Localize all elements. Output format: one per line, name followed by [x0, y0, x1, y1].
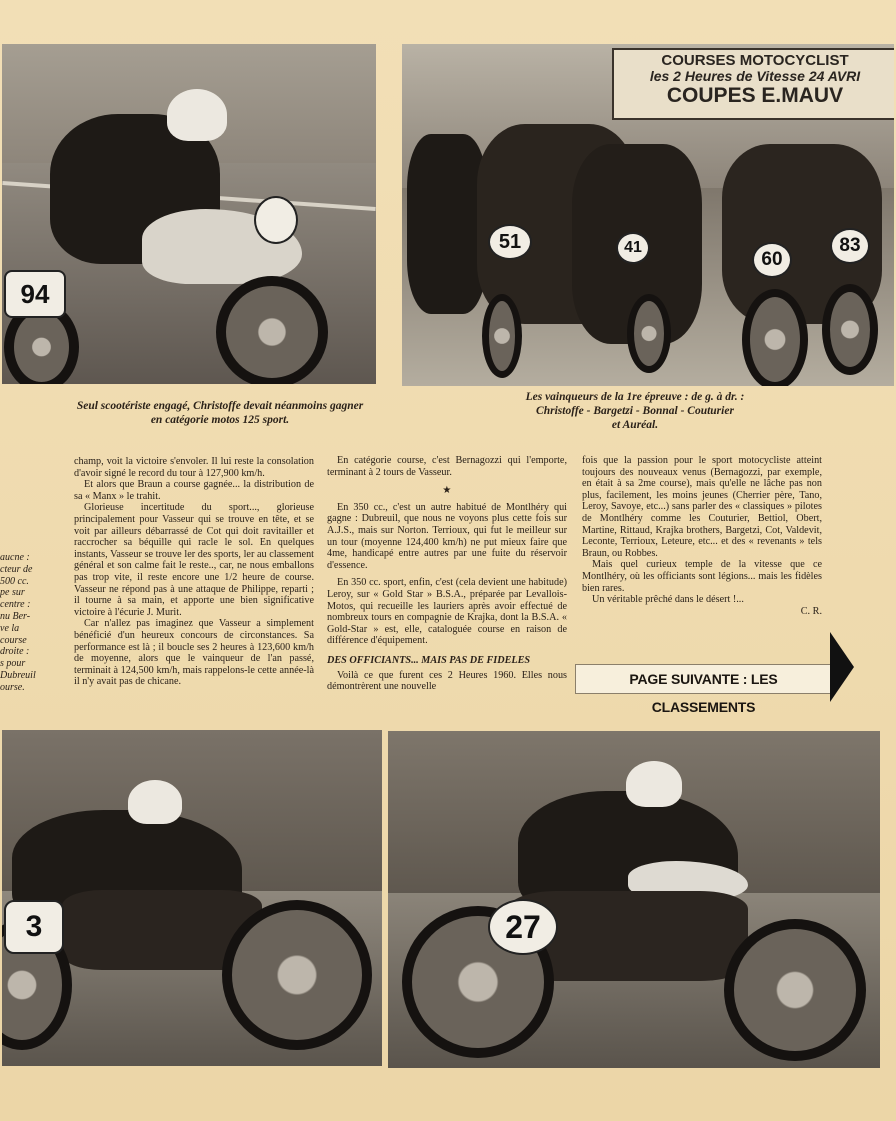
race-number-plate: 3 — [4, 900, 64, 954]
edge-line: aucne : — [0, 552, 30, 563]
edge-line: cteur de — [0, 563, 33, 575]
rider-helmet — [626, 761, 682, 807]
sign-line-3: COUPES E.MAUV — [666, 84, 844, 108]
col2-paragraph-2: En 350 cc., c'est un autre habitué de Montlhéry qui gagne : Dubreuil, que nous ne voyons plus cette fois sur A.J.S., mais sur Norton. Terrioux, qui fut le meilleur sur un tour (moyenne 124,400 km/h) ne put mieux faire que 4me, handicapé entre autres par une fuite du réservoir d'essence. — [327, 501, 567, 571]
race-number-plate: 94 — [4, 270, 66, 318]
photo-scooter-rider — [2, 44, 376, 384]
caption-right-line-1: Les vainqueurs de la 1re épreuve : de g. à dr. : — [525, 391, 745, 403]
caption-right-line-3: et Auréal. — [611, 419, 659, 431]
rider-helmet — [128, 780, 182, 824]
edge-line: centre : — [0, 599, 31, 611]
photo-rider-27 — [388, 731, 880, 1068]
race-number-41: 41 — [616, 232, 650, 264]
article-column-3 — [582, 455, 822, 617]
col3-paragraph-3: Un véritable prêché dans le désert !... — [592, 594, 744, 606]
sign-line-1: COURSES MOTOCYCLIST — [661, 52, 849, 69]
col1-paragraph-3: Glorieuse incertitude du sport..., glorieuse principalement pour Vasseur qui se trouve en tête, et se voit par ailleurs débarrassé de Cot qui doit ravitailler et raccrocher sa béquille qui racle le sol. En quelques instants, Vasseur se trouve ler des sports, ler au classement général et son calme fait le reste.., car, ne nous emballons pas trop vite, il reste encore une 1/2 heure de course. Vasseur ne répond pas à une attaque de Philippe, reparti ; il tourne à sa main, et apporte une bien significative victoire à l'écurie J. Murit. — [74, 502, 314, 618]
truncated-edge-text — [0, 552, 70, 694]
edge-line: ourse. — [0, 681, 25, 693]
photo-rider-3 — [2, 730, 382, 1066]
article-column-2 — [327, 455, 567, 693]
col2-paragraph-3: En 350 cc. sport, enfin, c'est (cela devient une habitude) Leroy, sur « Gold Star » B.S.A., préparée par Levallois-Motos, qui recueille les lauriers après avoir effectué de nombreux tours en compagnie de Krajka, dont la B.S.A. « Gold-Star » est, elle, cataloguée course en raison de différence d'équipement. — [327, 577, 567, 647]
race-number-83: 83 — [830, 228, 870, 264]
caption-left-photo: Seul scootériste engagé, Christoffe devait néanmoins gagner en catégorie motos 125 sport. — [76, 400, 364, 426]
col2-paragraph-4: Voilà ce que furent ces 2 Heures 1960. Elles nous démontrèrent une nouvelle — [327, 669, 567, 693]
next-page-banner[interactable]: PAGE SUIVANTE : LES CLASSEMENTS — [575, 664, 832, 694]
col3-paragraph-2: Mais quel curieux temple de la vitesse que ce Montlhéry, où les officiants sont légions... mais les fidèles bien rares. — [582, 559, 822, 594]
rider-helmet — [167, 89, 227, 141]
col1-paragraph-1: champ, voit la victoire s'envoler. Il lui reste la consolation d'avoir signé le record du tour à 127,900 km/h. — [74, 456, 314, 479]
photo-winners-group — [402, 44, 894, 386]
edge-line: 500 cc. — [0, 575, 29, 587]
race-number-plate: 27 — [488, 899, 558, 955]
caption-right-line-2: Christoffe - Bargetzi - Bonnal - Couturier — [536, 405, 734, 417]
col1-paragraph-4: Car n'allez pas imaginez que Vasseur a simplement bénéficié d'un heureux concours de circonstances. Sa performance est là ; il boucle ses 2 heures à 123,600 km/h de moyenne, alors que le vainqueur de l'an passé, terminait à 124,500 km/h, mais rappelons-le cette année-là il n'y avait pas de chicane. — [74, 618, 314, 688]
edge-line: pe sur — [0, 587, 25, 599]
author-signature: C. R. — [800, 605, 822, 617]
edge-line: course — [0, 634, 27, 646]
race-banner-sign — [612, 48, 894, 120]
article-column-1 — [74, 456, 314, 688]
col1-paragraph-2: Et alors que Braun a course gagnée... la distribution de sa « Manx » le trahit. — [74, 479, 314, 502]
edge-line: ve la — [0, 622, 20, 634]
edge-line: Dubreuil — [0, 669, 36, 681]
section-heading: DES OFFICIANTS... MAIS PAS DE FIDELES — [327, 654, 531, 666]
sign-line-2: les 2 Heures de Vitesse 24 AVRI — [649, 67, 861, 84]
caption-right-photo — [470, 390, 800, 432]
edge-line: nu Ber- — [0, 610, 31, 622]
edge-line: droite : — [0, 646, 30, 658]
arrow-right-icon — [830, 632, 854, 702]
col3-paragraph-1: fois que la passion pour le sport motocycliste atteint toujours des nouveaux venus (Bernagozzi, par exemple, en était à sa 2me course), mais qu'elle ne lâche pas non plus, facilement, les moins jeunes (Cherrier père, Tano, Leroy, Savoye, etc...) sans parler des « classiques » pilotes de Montlhéry comme les Couturier, Bettiol, Obert, Martine, Rittaud, Krajka brothers, Bargetzi, Cot, Valdevit, Leconte, Terrioux, Leteure, etc... et des « revenants » tels Braun, ou Robbes. — [582, 455, 822, 559]
edge-line: s pour — [0, 658, 26, 670]
race-number-60: 60 — [752, 242, 792, 278]
race-number-51: 51 — [488, 224, 532, 260]
section-star: ★ — [442, 485, 452, 497]
col2-paragraph-1: En catégorie course, c'est Bernagozzi qui l'emporte, terminant à 2 tours de Vasseur. — [327, 455, 567, 478]
